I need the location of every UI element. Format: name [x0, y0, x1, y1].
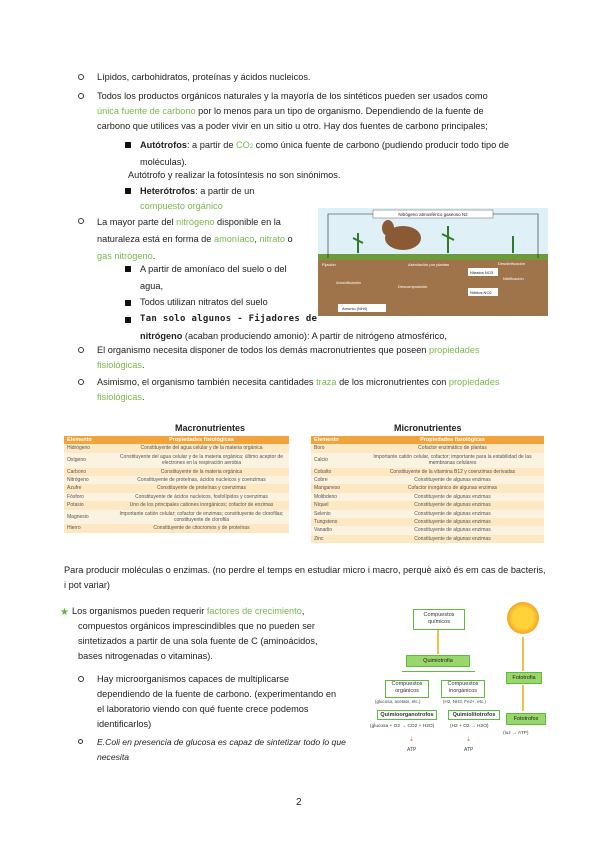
box-organicos: Compuestos orgánicos [385, 680, 429, 698]
element-cell: Cobalto [311, 468, 361, 476]
table-row [311, 510, 544, 518]
svg-text:Asimilación por plantas: Asimilación por plantas [408, 262, 450, 267]
bullet-circle [78, 676, 84, 682]
box-fototrofia: Fototrofia [506, 672, 542, 684]
element-cell: Tungsteno [311, 518, 361, 526]
bullet-circle [78, 74, 84, 80]
property-cell: Constituyente de algunas enzimas [361, 518, 544, 526]
macro-table [64, 436, 289, 533]
property-cell: Constituyente de algunas enzimas [361, 510, 544, 518]
property-cell: Constituyente de algunas enzimas [361, 501, 544, 509]
property-cell: Cofactor enzimático de plantas [361, 444, 544, 452]
table-row [311, 468, 544, 476]
element-cell: Fósforo [64, 493, 114, 501]
element-cell: Selenio [311, 510, 361, 518]
element-cell: Hidrógeno [64, 444, 114, 452]
sub-bullet-ecoli: E.Coli en presencia de glucosa es capaz de sintetizar todo lo que necesita [97, 737, 346, 762]
property-cell: Importante catión celular, cofactor; importante para la estabilidad de las membranas celulares [361, 453, 544, 468]
property-cell: Constituyente de algunas enzimas [361, 476, 544, 484]
element-cell: Nitrógeno [64, 476, 114, 484]
svg-text:Fijación: Fijación [322, 262, 336, 267]
box-fototrofos: Fototrofos [506, 713, 546, 725]
element-cell: Cobre [311, 476, 361, 484]
bullet-heterotrofos: Heterótrofos: a partir de un compuesto orgánico [140, 186, 255, 211]
property-cell: Importante catión celular; cofactor de enzimas; constituyente de clorofilas; constituyente de clorofila [114, 510, 289, 525]
box-quimiotrofia: Quimiotrofia [406, 655, 470, 667]
element-cell: Manganeso [311, 484, 361, 492]
nitrogen-cycle-diagram [318, 208, 548, 316]
svg-text:Descomposición: Descomposición [398, 284, 428, 289]
table-row [64, 444, 289, 452]
box-inorganicos: Compuestos inorgánicos [441, 680, 485, 698]
table-row [64, 510, 289, 525]
bullet-lipidos: Lípidos, carbohidratos, proteínas y ácidos nucleicos. [97, 72, 311, 82]
svg-text:Nitratos NO3: Nitratos NO3 [470, 270, 494, 275]
svg-text:Amonio (NH4): Amonio (NH4) [342, 306, 368, 311]
svg-text:Nitritos NO2: Nitritos NO2 [470, 290, 492, 295]
bullet-circle [78, 739, 83, 744]
sub-bullet-multiplicarse: Hay microorganismos capaces de multiplicarse dependiendo de la fuente de carbono. (experimentando en el laboratorio viendo con qué fuente crece podemos identificarlos) [97, 674, 337, 729]
table-row [64, 476, 289, 484]
star-text: Los organismos pueden requerir factores de crecimiento, [72, 606, 305, 616]
micro-table [311, 436, 544, 543]
bullet-amoniaco: A partir de amoníaco del suelo o del agua, [140, 264, 287, 291]
svg-text:Desnitrificación: Desnitrificación [498, 261, 526, 266]
element-cell: Potasio [64, 501, 114, 509]
property-cell: Constituyente de algunas enzimas [361, 535, 544, 543]
table-row [311, 493, 544, 501]
property-cell: Constituyente de ácidos nucleicos, fosfolípidos y coenzimas [114, 493, 289, 501]
page-number: 2 [296, 797, 302, 808]
element-cell: Calcio [311, 453, 361, 468]
property-cell: Cofactor inorgánico de algunas enzimas [361, 484, 544, 492]
bullet-nitratos: Todos utilizan nitratos del suelo [140, 297, 268, 307]
element-cell: Hierro [64, 524, 114, 532]
box-quimioorganotrofos: Quimioorganotrofos [377, 710, 437, 720]
bullet-circle [78, 347, 84, 353]
element-cell: Zinc [311, 535, 361, 543]
bullet-autotrofos: Autótrofos: a partir de CO2 como única fuente de carbono (pudiendo producir todo tipo de moléculas). [140, 140, 510, 167]
table-header: Elemento [311, 436, 361, 444]
bullet-fijadores: Tan solo algunos - Fijadores de [140, 314, 318, 324]
table-row [311, 526, 544, 534]
property-cell: Constituyente del agua celular y de la materia orgánica; último aceptor de electrones en la respiración aerobia [114, 453, 289, 468]
element-cell: Magnesio [64, 510, 114, 525]
table-row [64, 493, 289, 501]
property-cell: Constituyente de proteínas, ácidos nucleicos y coenzimas [114, 476, 289, 484]
bullet-square [125, 188, 131, 194]
element-cell: Azufre [64, 484, 114, 492]
arrow-down [437, 630, 439, 654]
table-row [64, 468, 289, 476]
label-atp: ATP [464, 747, 474, 753]
table-row [64, 501, 289, 509]
macro-title: Macronutrientes [175, 423, 246, 433]
element-cell: Níquel [311, 501, 361, 509]
bullet-productos: Todos los productos orgánicos naturales y la mayoría de los sintéticos pueden ser usados como única fuente de carbono por lo menos para un tipo de organismo. Dependiendo de la fuente de carbono que utilices vas a poder vivir en un sitio u otro. Hay dos fuentes de carbono principales; [97, 91, 488, 131]
diagram-label-n2: Nitrógeno atmosférico gaseoso N2 [398, 212, 468, 217]
table-row [64, 524, 289, 532]
table-header: Elemento [64, 436, 114, 444]
bullet-square [125, 300, 131, 306]
box-compuestos-quimicos: Compuestos químicos [413, 609, 465, 630]
property-cell: Constituyente de algunas enzimas [361, 493, 544, 501]
property-cell: Constituyente de algunas enzimas [361, 526, 544, 534]
bullet-circle [78, 379, 84, 385]
bullet-macronutrientes: El organismo necesita disponer de todos los demás macronutrientes que poseen propiedades fisiológicas. [97, 345, 480, 370]
svg-text:Amonificación: Amonificación [336, 280, 361, 285]
table-header: Propiedades fisiológicas [361, 436, 544, 444]
label-luz-atp: (luz → ATP) [503, 731, 529, 736]
property-cell: Constituyente del agua celular y de la materia orgánica [114, 444, 289, 452]
table-row [311, 476, 544, 484]
table-row [311, 444, 544, 452]
star-text-cont: compuestos orgánicos imprescindibles que no pueden ser sintetizados a partir de una sola fuente de C (aminoácidos, bases nitrogenadas o vitaminas). [78, 621, 318, 661]
element-cell: Vanadio [311, 526, 361, 534]
table-header: Propiedades fisiológicas [114, 436, 289, 444]
table-row [311, 453, 544, 468]
table-row [311, 535, 544, 543]
element-cell: Molibdeno [311, 493, 361, 501]
property-cell: Constituyente de la materia orgánica [114, 468, 289, 476]
label-inorganicos-sub: (H2, NH3, Fe2+, etc.) [443, 699, 486, 704]
autotrofo-note: Autótrofo y realizar la fotosíntesis no son sinónimos. [128, 170, 341, 180]
table-row [64, 453, 289, 468]
bullet-square [125, 317, 131, 323]
element-cell: Boro [311, 444, 361, 452]
bullet-fijadores-cont: nitrógeno (acaban produciendo amonio): A partir de nitrógeno atmosférico, [140, 331, 447, 341]
property-cell: Constituyente de proteínas y coenzimas [114, 484, 289, 492]
table-row [311, 518, 544, 526]
micro-title: Micronutrientes [394, 423, 462, 433]
bullet-nitrogeno: La mayor parte del nitrógeno disponible en la naturaleza está en forma de amoníaco, nitrato o gas nitrógeno. [97, 217, 293, 261]
equation-glucosa: (glucosa + O2 → CO2 + H2O) [370, 724, 435, 729]
bullet-circle [78, 218, 84, 224]
property-cell: Uno de los principales cationes inorgánicos; cofactor de enzimas [114, 501, 289, 509]
bullet-micronutrientes: Asimismo, el organismo también necesita cantidades traza de los micronutrientes con propiedades fisiológicas. [97, 377, 500, 402]
bullet-square [125, 266, 131, 272]
tables-note: Para producir moléculas o enzimas. (no perdre el temps en estudiar micro i macro, perquè això és em cas de bacteris, i pot variar) [64, 565, 546, 590]
table-row [311, 501, 544, 509]
box-quimiolitotrofos: Quimiolitotrofos [448, 710, 500, 720]
element-cell: Carbono [64, 468, 114, 476]
label-organicos-sub: (glucosa, acetato, etc.) [375, 699, 421, 704]
property-cell: Constituyente de citocromos y de proteínas [114, 524, 289, 532]
equation-h2: (H2 + O2 → H2O) [450, 724, 489, 729]
sun-icon [507, 602, 539, 634]
label-atp: ATP [407, 747, 417, 753]
bullet-square [125, 142, 131, 148]
table-row [311, 484, 544, 492]
svg-text:Nitrificación: Nitrificación [503, 276, 524, 281]
bullet-circle [78, 93, 84, 99]
element-cell: Oxígeno [64, 453, 114, 468]
star-icon: ★ [60, 607, 69, 618]
property-cell: Constituyente de la vitamina B12 y coenzimas derivadas [361, 468, 544, 476]
table-row [64, 484, 289, 492]
